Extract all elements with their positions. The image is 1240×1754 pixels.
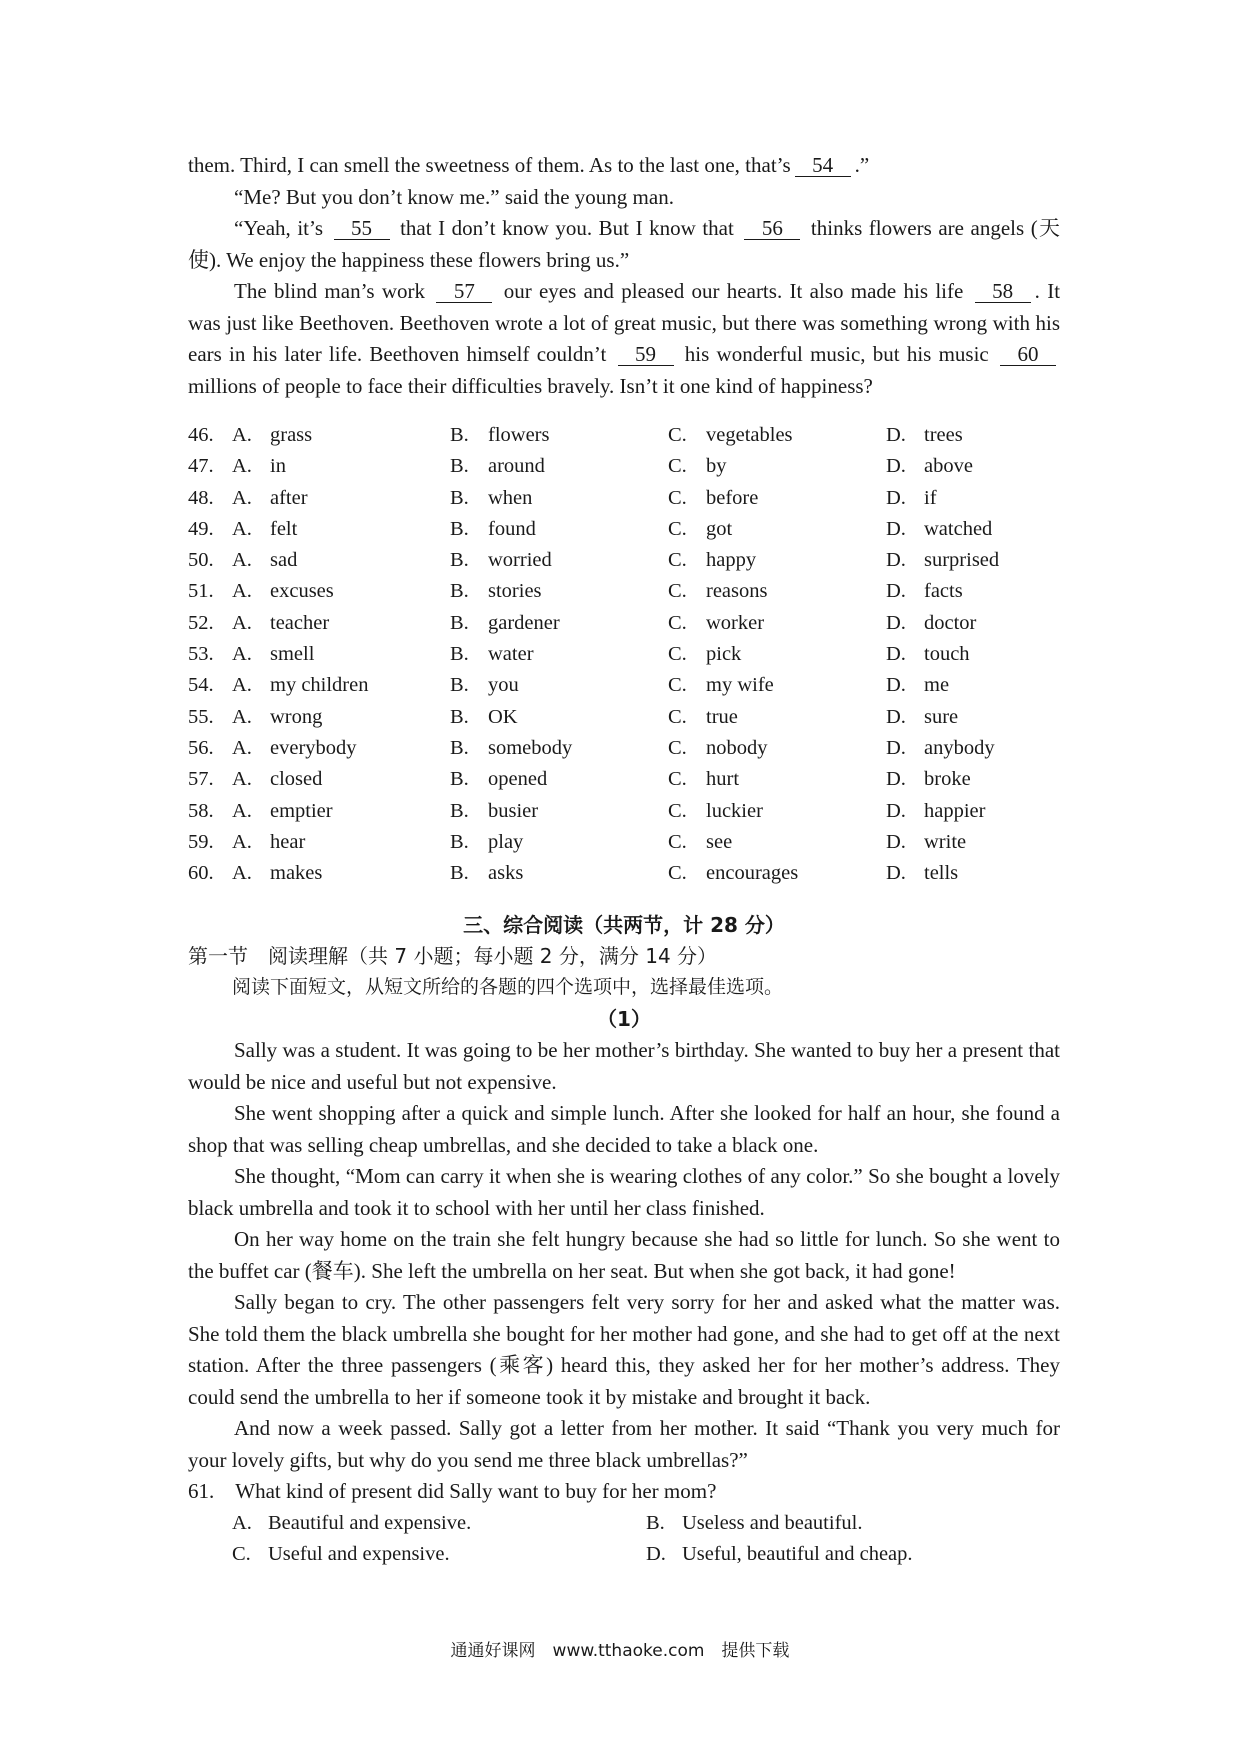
question-number: 60. (188, 862, 214, 885)
option-letter: A. (232, 705, 252, 728)
option-letter: C. (668, 705, 687, 728)
option-letter: C. (668, 486, 687, 509)
passage-text: The blind man’s work (234, 279, 426, 303)
option-c[interactable] (668, 796, 886, 827)
option-letter: C. (668, 455, 687, 478)
option-letter: B. (450, 455, 469, 478)
blank-58: 58 (975, 280, 1031, 303)
passage-text: them. Third, I can smell the sweetness of them. As to the last one, that’s (188, 153, 791, 177)
option-c[interactable] (668, 639, 886, 670)
option-text: you (488, 674, 519, 697)
option-letter: C. (668, 643, 687, 666)
option-text: found (488, 517, 536, 540)
option-text: water (488, 643, 534, 666)
option-d[interactable] (886, 545, 1046, 576)
option-a[interactable] (232, 483, 450, 514)
option-text: Useful and expensive. (268, 1543, 450, 1566)
option-text: reasons (706, 580, 768, 603)
passage-number: （1） (597, 1007, 651, 1032)
option-b[interactable] (450, 576, 668, 607)
option-text: broke (924, 768, 971, 791)
option-text: nobody (706, 736, 768, 759)
option-text: before (706, 486, 759, 509)
question-number: 57. (188, 768, 214, 791)
section-instruction: 阅读下面短文，从短文所给的各题的四个选项中，选择最佳选项。 (232, 976, 784, 999)
question-number: 52. (188, 611, 214, 634)
option-letter: C. (232, 1543, 251, 1566)
option-letter: D. (886, 643, 906, 666)
option-letter: C. (668, 580, 687, 603)
page-content (188, 150, 1060, 1571)
option-letter: A. (232, 643, 252, 666)
question-61-option-c[interactable] (232, 1539, 646, 1571)
option-text: watched (924, 517, 993, 540)
option-b[interactable] (450, 514, 668, 545)
option-letter: C. (668, 799, 687, 822)
option-letter: A. (232, 486, 252, 509)
option-letter: D. (886, 580, 906, 603)
option-text: luckier (706, 799, 763, 822)
option-a[interactable] (232, 796, 450, 827)
option-a[interactable] (232, 608, 450, 639)
option-letter: C. (668, 549, 687, 572)
option-row (188, 670, 1060, 701)
option-row (188, 545, 1060, 576)
option-text: true (706, 705, 738, 728)
option-text: encourages (706, 862, 799, 885)
option-c[interactable] (668, 702, 886, 733)
option-d[interactable] (886, 733, 1046, 764)
option-c[interactable] (668, 608, 886, 639)
option-c[interactable] (668, 733, 886, 764)
option-letter: D. (886, 674, 906, 697)
option-letter: B. (450, 517, 469, 540)
option-a[interactable] (232, 702, 450, 733)
option-letter: B. (450, 674, 469, 697)
option-b[interactable] (450, 670, 668, 701)
option-letter: B. (450, 643, 469, 666)
option-text: see (706, 830, 733, 853)
page-footer: 通通好课网 www.tthaoke.com 提供下载 (450, 1641, 790, 1661)
option-letter: B. (450, 611, 469, 634)
option-text: flowers (488, 424, 550, 446)
section-title: 三、综合阅读（共两节，计 28 分） (463, 913, 785, 938)
question-number: 49. (188, 517, 214, 540)
option-letter: A. (232, 611, 252, 634)
option-letter: A. (232, 549, 252, 572)
option-text: facts (924, 580, 963, 603)
question-61-option-d[interactable] (646, 1539, 1060, 1571)
option-text: sure (924, 705, 959, 728)
option-text: around (488, 455, 545, 478)
option-text: Useless and beautiful. (682, 1511, 863, 1534)
option-d[interactable] (886, 608, 1046, 639)
option-letter: C. (668, 611, 687, 634)
option-row (188, 796, 1060, 827)
option-d[interactable] (886, 576, 1046, 607)
option-letter: B. (450, 705, 469, 728)
option-letter: A. (232, 862, 252, 885)
option-letter: D. (886, 830, 906, 853)
passage-paragraph (188, 150, 1060, 182)
blank-59: 59 (618, 343, 674, 366)
option-c[interactable] (668, 576, 886, 607)
passage-text: his wonderful music, but his music (684, 342, 989, 366)
option-row (188, 858, 1060, 889)
option-d[interactable] (886, 514, 1046, 545)
passage-text: that I don’t know you. But I know that (400, 216, 734, 240)
option-text: vegetables (706, 424, 793, 446)
option-d[interactable] (886, 796, 1046, 827)
option-text: somebody (488, 736, 573, 759)
blank-55: 55 (334, 217, 390, 240)
option-text: opened (488, 768, 548, 791)
option-a[interactable] (232, 420, 450, 451)
question-61-stem: 61. What kind of present did Sally want to buy for her mom? (188, 1479, 717, 1504)
option-d[interactable] (886, 702, 1046, 733)
option-text: everybody (270, 736, 357, 759)
option-text: wrong (270, 705, 323, 728)
option-letter: A. (232, 736, 252, 759)
option-a[interactable] (232, 827, 450, 858)
option-text: after (270, 486, 308, 509)
option-b[interactable] (450, 827, 668, 858)
option-text: doctor (924, 611, 977, 634)
question-number: 59. (188, 830, 214, 853)
option-letter: D. (886, 549, 906, 572)
question-61-options-row (188, 1539, 1060, 1571)
option-text: emptier (270, 799, 333, 822)
option-text: trees (924, 424, 963, 446)
option-letter: A. (232, 768, 252, 791)
option-text: asks (488, 862, 524, 885)
option-letter: B. (450, 799, 469, 822)
option-text: tells (924, 862, 959, 885)
option-text: got (706, 517, 733, 540)
option-letter: B. (450, 768, 469, 791)
blank-60: 60 (1000, 343, 1056, 366)
option-text: Beautiful and expensive. (268, 1511, 472, 1534)
option-b[interactable] (450, 545, 668, 576)
option-text: hear (270, 830, 306, 853)
option-text: OK (488, 705, 518, 728)
reading-paragraph: She thought, “Mom can carry it when she is wearing clothes of any color.” So she bought a lovely black umbrella and took it to school with her until her class finished. (188, 1164, 1060, 1220)
question-number: 51. (188, 580, 214, 603)
option-text: stories (488, 580, 542, 603)
passage-text: .” (854, 153, 870, 177)
option-text: my children (270, 674, 369, 697)
reading-paragraph: She went shopping after a quick and simple lunch. After she looked for half an hour, she found a shop that was selling cheap umbrellas, and she decided to take a black one. (188, 1101, 1060, 1157)
option-letter: C. (668, 517, 687, 540)
subsection-title: 第一节 阅读理解（共 7 小题；每小题 2 分，满分 14 分） (188, 944, 718, 969)
option-row (188, 827, 1060, 858)
option-b[interactable] (450, 796, 668, 827)
option-row (188, 483, 1060, 514)
passage-paragraph: “Me? But you don’t know me.” said the young man. (234, 184, 674, 209)
option-d[interactable] (886, 764, 1046, 795)
option-d[interactable] (886, 827, 1046, 858)
option-letter: B. (450, 580, 469, 603)
option-text: closed (270, 768, 323, 791)
option-letter: B. (450, 549, 469, 572)
option-text: grass (270, 424, 313, 446)
option-c[interactable] (668, 514, 886, 545)
option-text: in (270, 455, 286, 478)
option-text: sad (270, 549, 298, 572)
option-letter: D. (886, 455, 906, 478)
passage-text: our eyes and pleased our hearts. It also made his life (503, 279, 964, 303)
option-text: play (488, 830, 524, 853)
option-b[interactable] (450, 451, 668, 482)
option-row (188, 733, 1060, 764)
option-a[interactable] (232, 639, 450, 670)
option-letter: D. (886, 517, 906, 540)
option-text: write (924, 830, 967, 853)
option-text: smell (270, 643, 315, 666)
option-text: anybody (924, 736, 995, 759)
option-a[interactable] (232, 670, 450, 701)
option-letter: A. (232, 830, 252, 853)
reading-paragraph: On her way home on the train she felt hungry because she had so little for lunch. So she went to the buffet car (餐车). She left the umbrella on her seat. But when she got back, it had gone! (188, 1227, 1060, 1283)
option-d[interactable] (886, 483, 1046, 514)
option-a[interactable] (232, 514, 450, 545)
option-text: pick (706, 643, 742, 666)
option-text: my wife (706, 674, 774, 697)
option-letter: A. (232, 799, 252, 822)
question-number: 54. (188, 674, 214, 697)
option-letter: C. (668, 674, 687, 697)
option-d[interactable] (886, 451, 1046, 482)
question-number: 58. (188, 799, 214, 822)
option-text: when (488, 486, 533, 509)
option-letter: C. (668, 768, 687, 791)
option-b[interactable] (450, 483, 668, 514)
question-number: 53. (188, 643, 214, 666)
option-c[interactable] (668, 545, 886, 576)
option-c[interactable] (668, 451, 886, 482)
option-letter: D. (886, 768, 906, 791)
option-letter: C. (668, 736, 687, 759)
option-d[interactable] (886, 670, 1046, 701)
option-text: teacher (270, 611, 330, 634)
option-row (188, 608, 1060, 639)
blank-57: 57 (436, 280, 492, 303)
option-b[interactable] (450, 639, 668, 670)
option-a[interactable] (232, 576, 450, 607)
question-61-option-b[interactable] (646, 1508, 1060, 1540)
option-letter: B. (646, 1511, 665, 1534)
option-letter: D. (886, 736, 906, 759)
option-text: felt (270, 517, 298, 540)
option-letter: B. (450, 830, 469, 853)
option-a[interactable] (232, 858, 450, 889)
option-text: excuses (270, 580, 334, 603)
option-text: hurt (706, 768, 740, 791)
option-b[interactable] (450, 764, 668, 795)
option-a[interactable] (232, 545, 450, 576)
passage-text: . It was just like Beethoven. Beethoven wrote a lot of great music, but there was something wrong with his ears in his later life. Beethoven himself couldn’t (188, 279, 1061, 366)
question-number: 48. (188, 486, 214, 509)
option-row (188, 420, 1060, 451)
option-letter: C. (668, 862, 687, 885)
option-text: above (924, 455, 973, 478)
option-b[interactable] (450, 858, 668, 889)
question-61-option-a[interactable] (232, 1508, 646, 1540)
option-letter: A. (232, 455, 252, 478)
option-a[interactable] (232, 733, 450, 764)
blank-54: 54 (795, 154, 851, 177)
option-letter: D. (886, 424, 906, 446)
cloze-options-table (188, 420, 1060, 889)
option-c[interactable] (668, 670, 886, 701)
option-text: Useful, beautiful and cheap. (682, 1543, 913, 1566)
option-b[interactable] (450, 608, 668, 639)
reading-paragraph: Sally began to cry. The other passengers felt very sorry for her and asked what the matter was. She told them the black umbrella she bought for her mother had gone, and she had to get off at the next station. After the three passengers (乘客) heard this, they asked her for her mother’s address. They could send the umbrella to her if someone took it by mistake and brought it back. (188, 1290, 1060, 1409)
option-text: happy (706, 549, 757, 572)
question-number: 50. (188, 549, 214, 572)
option-text: happier (924, 799, 986, 822)
question-61-options-row (188, 1508, 1060, 1540)
option-row (188, 764, 1060, 795)
option-c[interactable] (668, 764, 886, 795)
passage-paragraph (188, 213, 1060, 276)
option-text: gardener (488, 611, 560, 634)
option-text: worker (706, 611, 765, 634)
option-letter: D. (646, 1543, 666, 1566)
option-text: makes (270, 862, 323, 885)
option-a[interactable] (232, 451, 450, 482)
option-letter: D. (886, 611, 906, 634)
passage-text: millions of people to face their difficulties bravely. Isn’t it one kind of happiness? (188, 373, 873, 398)
option-c[interactable] (668, 858, 886, 889)
option-text: busier (488, 799, 539, 822)
option-a[interactable] (232, 764, 450, 795)
option-text: touch (924, 643, 970, 666)
reading-paragraph: Sally was a student. It was going to be her mother’s birthday. She wanted to buy her a present that would be nice and useful but not expensive. (188, 1038, 1060, 1094)
option-letter: A. (232, 1511, 252, 1534)
option-b[interactable] (450, 733, 668, 764)
question-number: 56. (188, 736, 214, 759)
option-letter: D. (886, 862, 906, 885)
option-letter: D. (886, 799, 906, 822)
option-text: surprised (924, 549, 1000, 572)
option-letter: B. (450, 486, 469, 509)
option-d[interactable] (886, 639, 1046, 670)
option-text: by (706, 455, 727, 478)
blank-56: 56 (744, 217, 800, 240)
option-letter: D. (886, 705, 906, 728)
question-number: 46. (188, 424, 214, 446)
option-letter: D. (886, 486, 906, 509)
question-number: 55. (188, 705, 214, 728)
option-letter: C. (668, 424, 687, 446)
option-c[interactable] (668, 420, 886, 451)
option-text: if (924, 486, 937, 509)
passage-text: “Yeah, it’s (234, 216, 323, 240)
option-c[interactable] (668, 483, 886, 514)
question-number: 47. (188, 455, 214, 478)
option-c[interactable] (668, 827, 886, 858)
option-letter: A. (232, 580, 252, 603)
option-letter: A. (232, 674, 252, 697)
option-b[interactable] (450, 420, 668, 451)
option-letter: C. (668, 830, 687, 853)
option-letter: B. (450, 862, 469, 885)
option-b[interactable] (450, 702, 668, 733)
option-row (188, 702, 1060, 733)
passage-text: thinks flowers are angels (天使). We enjoy the happiness these flowers bring us.” (188, 216, 1060, 272)
passage-paragraph (188, 276, 1060, 402)
option-text: me (924, 674, 950, 697)
option-letter: B. (450, 736, 469, 759)
reading-paragraph: And now a week passed. Sally got a letter from her mother. It said “Thank you very much for your lovely gifts, but why do you send me three black umbrellas?” (188, 1416, 1060, 1472)
option-d[interactable] (886, 420, 1046, 451)
option-letter: B. (450, 424, 469, 446)
option-text: worried (488, 549, 552, 572)
option-row (188, 639, 1060, 670)
option-letter: A. (232, 424, 252, 446)
option-row (188, 514, 1060, 545)
option-d[interactable] (886, 858, 1046, 889)
option-row (188, 451, 1060, 482)
option-row (188, 576, 1060, 607)
option-letter: A. (232, 517, 252, 540)
